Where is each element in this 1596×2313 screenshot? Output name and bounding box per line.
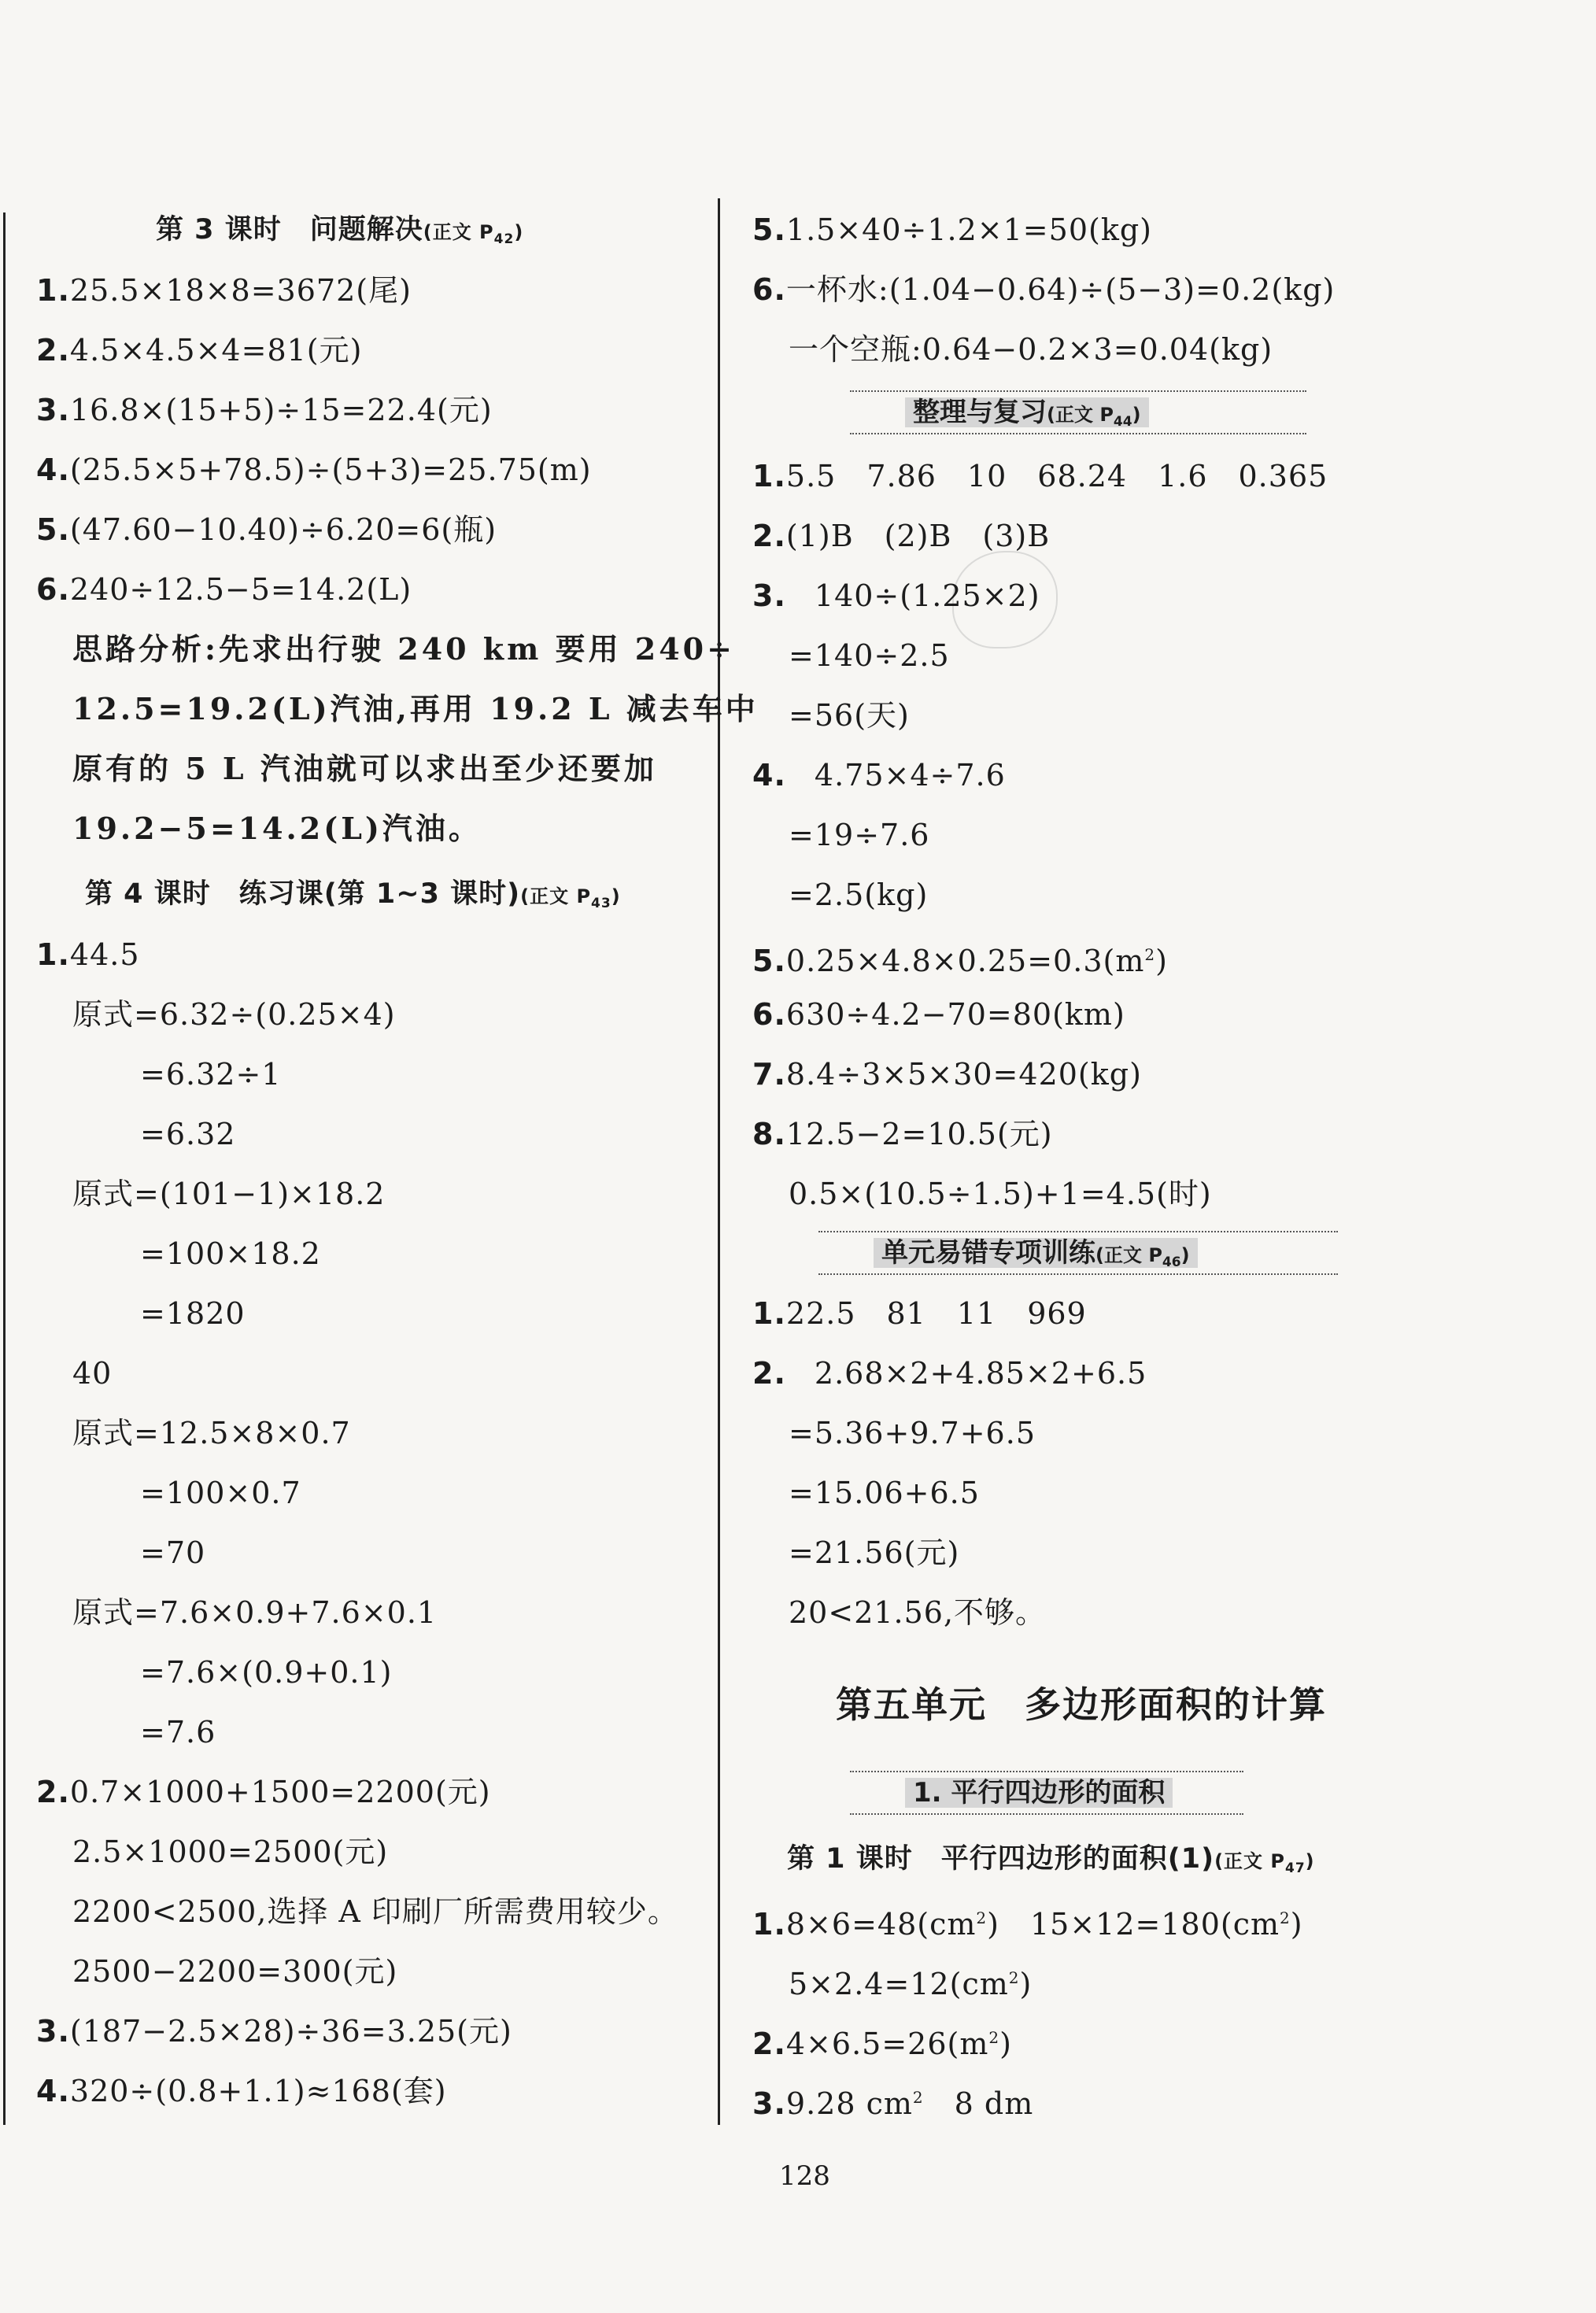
answer-line: 4.320÷(0.8+1.1)≈168(套) [36, 2074, 447, 2108]
answer-line: =56(天) [789, 698, 910, 733]
answer-line: 1.44.5 [36, 937, 140, 972]
answer-line: =1820 [140, 1296, 246, 1331]
answer-line: =100×0.7 [140, 1476, 301, 1510]
answer-line: =140÷2.5 [789, 638, 950, 673]
unit-title: 第五单元 多边形面积的计算 [836, 1683, 1327, 1726]
lesson3-heading: 第 3 课时 问题解决(正文 $P_{42}$) [156, 214, 524, 247]
answer-line: 40 [72, 1356, 113, 1391]
answer-line: $5.0.25\times 4.8\times 0.25=0.3(m^2)$ [752, 944, 1168, 978]
answer-line: 3.(187−2.5×28)÷36=3.25(元) [36, 2014, 512, 2049]
answer-line: 2.(1)B (2)B (3)B [752, 519, 1051, 553]
answer-line: 2200<2500,选择 A 印刷厂所需费用较少。 [72, 1894, 678, 1929]
section-banner-review: 整理与复习(正文 $P_{44}$) [850, 390, 1306, 434]
answer-line: 1.22.5 81 11 969 [752, 1296, 1087, 1331]
column-divider [718, 198, 720, 2125]
answer-line: =6.32 [140, 1117, 236, 1151]
answer-line: 2.0.7×1000+1500=2200(元) [36, 1775, 491, 1809]
answer-line: 4.(25.5×5+78.5)÷(5+3)=25.75(m) [36, 453, 592, 487]
answer-line: 6.一杯水:(1.04−0.64)÷(5−3)=0.2(kg) [752, 272, 1336, 307]
analysis-line: 19.2−5=14.2(L)汽油。 [72, 811, 482, 846]
answer-line: 2.5×1000=2500(元) [72, 1835, 389, 1869]
answer-line: 6.630÷4.2−70=80(km) [752, 997, 1125, 1032]
answer-line: =6.32÷1 [140, 1057, 282, 1092]
answer-line: =15.06+6.5 [789, 1476, 980, 1510]
answer-line: 2. 2.68×2+4.85×2+6.5 [752, 1356, 1147, 1391]
answer-line: 0.5×(10.5÷1.5)+1=4.5(时) [789, 1177, 1212, 1211]
answer-line: =7.6×(0.9+0.1) [140, 1655, 393, 1690]
answer-line: 原式=(101−1)×18.2 [72, 1177, 386, 1211]
answer-line: 8.12.5−2=10.5(元) [752, 1117, 1053, 1151]
section-banner-errors: 单元易错专项训练(正文 $P_{46}$) [818, 1231, 1338, 1275]
answer-line: 4. 4.75×4÷7.6 [752, 758, 1006, 793]
answer-line: 3.16.8×(15+5)÷15=22.4(元) [36, 393, 493, 427]
answer-line: 3. 140÷(1.25×2) [752, 578, 1040, 613]
answer-line: 原式=12.5×8×0.7 [72, 1416, 351, 1450]
answer-line: 1.25.5×18×8=3672(尾) [36, 273, 412, 308]
answer-line: =19÷7.6 [789, 818, 930, 852]
answer-line: =100×18.2 [140, 1236, 321, 1271]
answer-line: $1.8\times 6=48(cm^2)$ $15\times 12=180(cm^2)$ [752, 1907, 1303, 1942]
page-number: 128 [779, 2160, 830, 2192]
answer-line: =21.56(元) [789, 1535, 960, 1570]
answer-line: $2.4\times 6.5=26(m^2)$ [752, 2027, 1012, 2061]
analysis-line: 思路分析:先求出行驶 240 km 要用 240÷ [72, 631, 735, 667]
answer-line: 2500−2200=300(元) [72, 1954, 398, 1989]
answer-line: 7.8.4÷3×5×30=420(kg) [752, 1057, 1142, 1092]
answer-line: 5.(47.60−10.40)÷6.20=6(瓶) [36, 512, 497, 547]
answer-line: =7.6 [140, 1715, 216, 1750]
answer-line: $5\times 2.4=12(cm^2)$ [789, 1967, 1033, 2001]
answer-line: =5.36+9.7+6.5 [789, 1416, 1036, 1450]
answer-line: 2.4.5×4.5×4=81(元) [36, 333, 363, 368]
left-border-rule [3, 212, 6, 2125]
answer-line: 1.5.5 7.86 10 68.24 1.6 0.365 [752, 459, 1328, 493]
lesson4-heading: 第 4 课时 练习课(第 1~3 课时)(正文 $P_{43}$) [85, 878, 621, 911]
answer-line: 一个空瓶:0.64−0.2×3=0.04(kg) [789, 332, 1273, 367]
answer-line: 原式=6.32÷(0.25×4) [72, 997, 396, 1032]
answer-line: =70 [140, 1535, 206, 1570]
answer-line: 20<21.56,不够。 [789, 1595, 1047, 1630]
answer-line: =2.5(kg) [789, 878, 929, 912]
analysis-line: 12.5=19.2(L)汽油,再用 19.2 L 减去车中 [72, 691, 759, 726]
answer-line: 原式=7.6×0.9+7.6×0.1 [72, 1595, 438, 1630]
section-banner-parallelogram: 1. 平行四边形的面积 [850, 1771, 1243, 1815]
answer-line: 5.1.5×40÷1.2×1=50(kg) [752, 212, 1153, 247]
analysis-line: 原有的 5 L 汽油就可以求出至少还要加 [72, 751, 657, 786]
answer-line: 6.240÷12.5−5=14.2(L) [36, 572, 412, 607]
answer-line: 3.9.28 $cm^2$ 8 dm [752, 2086, 1034, 2121]
lesson1-heading: 第 1 课时 平行四边形的面积(1)(正文 $P_{47}$) [787, 1843, 1315, 1876]
